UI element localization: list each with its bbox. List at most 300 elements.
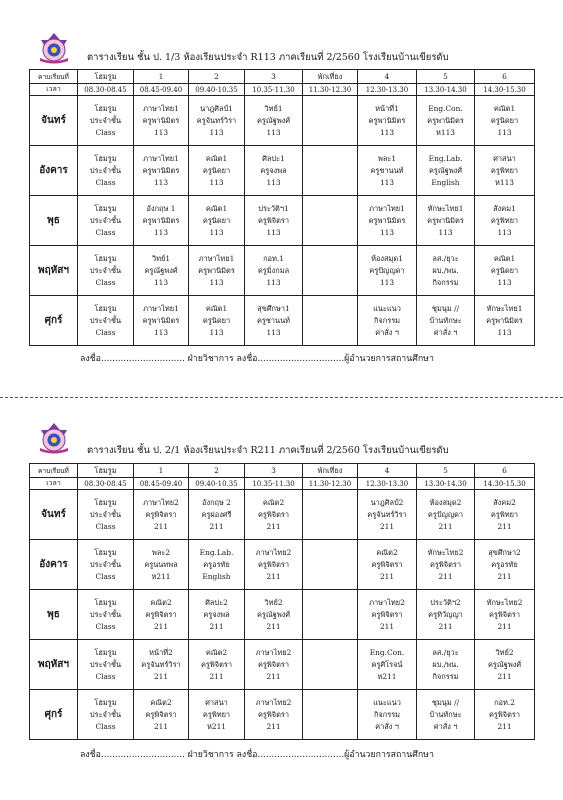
cell-line: สุขศึกษา2	[488, 547, 521, 557]
cell-line: ครูพานิมิตร	[486, 315, 523, 325]
school-logo	[34, 421, 74, 455]
cell-line: 211	[266, 521, 281, 531]
cell-line: ครูพานิมิตร	[198, 265, 235, 275]
cell-line: ครูจงพล	[260, 165, 287, 175]
cell-line: 113	[209, 127, 224, 137]
period-header: 3	[245, 70, 303, 84]
cell-line: 211	[209, 521, 224, 531]
day-name: อังคาร	[30, 540, 78, 590]
class-cell	[475, 296, 535, 346]
cell-line: 211	[497, 621, 512, 631]
cell-line: ประจำชั้น	[89, 265, 122, 275]
class-cell	[134, 96, 189, 146]
cell-line: ศาสนา	[205, 697, 228, 707]
period-header: 2	[189, 70, 245, 84]
cell-line: ประจำชั้น	[89, 315, 122, 325]
class-cell	[417, 540, 475, 590]
page-divider	[0, 397, 563, 398]
class-cell	[78, 296, 134, 346]
cell-line: ครูพิจิตรา	[429, 559, 462, 569]
cell-line: ครูณัฐพงศ์	[487, 659, 522, 669]
cell-line: ภาษาไทย2	[255, 647, 292, 657]
cell-line: คณิต1	[205, 303, 228, 313]
lunch-cell	[303, 490, 358, 540]
class-cell	[417, 246, 475, 296]
cell-line: 211	[153, 721, 169, 731]
class-cell	[134, 246, 189, 296]
time-slot: 09.40-10.35	[189, 478, 245, 490]
cell-line: สังคม1	[493, 203, 516, 213]
class-cell	[134, 196, 189, 246]
cell-line: ภาษาไทย2	[369, 597, 405, 607]
cell-line: กิจกรรม	[432, 277, 459, 287]
timetable-title: ตารางเรียน ชั้น ป. 2/1 ห้องเรียนประจำ R211 ภาคเรียนที่ 2/2560 โรงเรียนบ้านเขียรดับ	[87, 445, 449, 456]
cell-line: ครูจงพล	[203, 609, 230, 619]
cell-line: ลส./ยุวะ	[432, 253, 459, 263]
cell-line: ค่าสั่ง ฯ	[375, 721, 399, 731]
cell-line: 113	[266, 277, 281, 287]
cell-line: 211	[438, 621, 453, 631]
cell-line: ครูณัฐพงศ์	[144, 265, 178, 275]
class-cell	[358, 196, 417, 246]
cell-line: ภาษาไทย2	[255, 697, 292, 707]
cell-line: ประจำชั้น	[89, 215, 122, 225]
cell-line: วิทย์2	[495, 647, 514, 657]
cell-line: ครูพิจิตรา	[488, 609, 521, 619]
cell-line: ประจำชั้น	[89, 609, 122, 619]
cell-line: 113	[266, 227, 281, 237]
cell-line: ห211	[377, 671, 397, 681]
cell-line: โฮมรูม	[94, 497, 117, 507]
signature-line: ลงชื่อ.............................. ฝ่ายวิชาการ ลงชื่อ...............................ผู้อำนวยการสถานศึกษา	[80, 354, 434, 364]
cell-line: Class	[95, 127, 116, 137]
day-row	[30, 590, 535, 640]
cell-line: ครูณัฐพงศ์	[256, 115, 291, 125]
cell-line: คณิต2	[205, 647, 228, 657]
cell-line: ครูพิจิตรา	[145, 509, 177, 519]
cell-line: ประจำชั้น	[89, 115, 122, 125]
time-slot: 08.30-08.45	[78, 84, 134, 96]
class-cell	[245, 490, 303, 540]
cell-line: ห113	[436, 127, 455, 137]
cell-line: แนะแนว	[373, 697, 401, 707]
cell-line: ครูณัฐพงศ์	[256, 609, 291, 619]
day-row	[30, 640, 535, 690]
day-name: ศุกร์	[30, 690, 78, 740]
lunch-cell	[303, 690, 358, 740]
school-logo	[34, 31, 74, 65]
class-cell	[189, 246, 245, 296]
cell-line: Class	[95, 621, 116, 631]
class-cell	[417, 490, 475, 540]
cell-line: หน้าที่2	[149, 647, 173, 657]
cell-line: ผบ./พน.	[432, 659, 459, 669]
cell-line: ลส./ยุวะ	[432, 647, 459, 657]
lunch-cell	[303, 196, 358, 246]
day-name: อังคาร	[30, 146, 78, 196]
cell-line: Class	[95, 671, 116, 681]
cell-line: โฮมรูม	[94, 253, 117, 263]
time-slot: 13.30-14.30	[417, 478, 475, 490]
cell-line: 211	[266, 621, 281, 631]
cell-line: 211	[153, 521, 169, 531]
period-header: 3	[245, 464, 303, 478]
cell-line: English	[202, 571, 231, 581]
class-cell	[78, 96, 134, 146]
time-slot: 12.30-13.30	[358, 84, 417, 96]
cell-line: ภาษาไทย1	[143, 303, 179, 313]
cell-line: ภาษาไทย2	[255, 547, 292, 557]
cell-line: 211	[379, 621, 395, 631]
time-slot: 13.30-14.30	[417, 84, 475, 96]
cell-line: ครูพิจิตรา	[488, 709, 521, 719]
day-name: พฤหัสฯ	[30, 640, 78, 690]
lunch-cell	[303, 96, 358, 146]
class-cell	[134, 490, 189, 540]
cell-line: 113	[379, 177, 395, 187]
cell-line: 211	[266, 721, 281, 731]
class-cell	[189, 96, 245, 146]
class-cell	[78, 590, 134, 640]
period-header-label: คาบเรียนที่	[30, 464, 78, 478]
cell-line: ประวัติฯ2	[430, 597, 461, 607]
cell-line: Eng.Con.	[369, 647, 405, 657]
cell-line: ค่าสั่ง ฯ	[433, 721, 458, 731]
class-cell	[475, 590, 535, 640]
class-cell	[358, 146, 417, 196]
lunch-cell	[303, 540, 358, 590]
cell-line: พละ1	[377, 153, 397, 163]
cell-line: ครูนิดยา	[490, 265, 519, 275]
cell-line: ครูพิทยา	[490, 165, 519, 175]
cell-line: ทักษะไทย2	[486, 597, 523, 607]
cell-line: ครูพิทยา	[202, 709, 231, 719]
cell-line: ครูปัญญดา	[427, 509, 464, 519]
cell-line: Eng.Con.	[428, 103, 463, 113]
cell-line: ครูณัฐพงศ์	[428, 165, 463, 175]
cell-line: ครูนิดยา	[202, 215, 231, 225]
class-cell	[417, 146, 475, 196]
cell-line: อังกฤษ 1	[146, 203, 176, 213]
cell-line: คณิต1	[205, 203, 228, 213]
cell-line: โฮมรูม	[94, 203, 117, 213]
day-name: พุธ	[30, 590, 78, 640]
cell-line: ครูพิทยา	[490, 215, 519, 225]
cell-line: Class	[95, 521, 116, 531]
class-cell	[245, 246, 303, 296]
cell-line: ชุมนุม //	[431, 303, 460, 313]
cell-line: สุขศึกษา1	[257, 303, 290, 313]
class-cell	[358, 540, 417, 590]
cell-line: ครูพิจิตรา	[200, 659, 233, 669]
cell-line: 211	[379, 521, 395, 531]
cell-line: 211	[209, 671, 224, 681]
day-name: จันทร์	[30, 96, 78, 146]
day-row	[30, 246, 535, 296]
cell-line: ศาสนา	[493, 153, 516, 163]
cell-line: ครูศิโรจน์	[371, 659, 403, 669]
cell-line: ภาษาไทย1	[198, 253, 235, 263]
cell-line: Class	[95, 327, 116, 337]
cell-line: ประจำชั้น	[89, 709, 122, 719]
class-cell	[245, 540, 303, 590]
day-row	[30, 296, 535, 346]
cell-line: ครูชานนท์	[370, 165, 404, 175]
cell-line: 113	[209, 327, 224, 337]
time-slot: 10.35-11.30	[245, 478, 303, 490]
cell-line: ประวัติฯ1	[258, 203, 289, 213]
class-cell	[245, 196, 303, 246]
cell-line: กอท.1	[263, 253, 284, 263]
class-cell	[245, 690, 303, 740]
cell-line: 113	[266, 127, 281, 137]
time-slot: 14.30-15.30	[475, 478, 535, 490]
cell-line: ประจำชั้น	[89, 659, 122, 669]
cell-line: ภาษาไทย1	[369, 203, 405, 213]
day-row	[30, 690, 535, 740]
cell-line: ผบ./พน.	[432, 265, 459, 275]
cell-line: ครูจันทร์วิรา	[367, 509, 407, 519]
cell-line: 113	[438, 227, 453, 237]
period-header: 5	[417, 70, 475, 84]
cell-line: 113	[153, 177, 169, 187]
timetable-grid	[29, 463, 535, 740]
cell-line: หน้าที่1	[375, 103, 399, 113]
cell-line: ประจำชั้น	[89, 165, 122, 175]
cell-line: 211	[153, 621, 169, 631]
day-row	[30, 490, 535, 540]
cell-line: ครูพานิมิตร	[142, 165, 180, 175]
class-cell	[417, 640, 475, 690]
cell-line: 113	[266, 177, 281, 187]
period-header: โฮมรูม	[78, 464, 134, 478]
time-slot: 10.35-11.30	[245, 84, 303, 96]
class-cell	[189, 540, 245, 590]
class-cell	[245, 146, 303, 196]
cell-line: สังคม2	[493, 497, 516, 507]
cell-line: ภาษาไทย1	[143, 103, 179, 113]
cell-line: Class	[95, 721, 116, 731]
class-cell	[189, 296, 245, 346]
class-cell	[78, 540, 134, 590]
class-cell	[475, 146, 535, 196]
cell-line: 113	[209, 227, 224, 237]
cell-line: ห211	[151, 571, 171, 581]
cell-line: 113	[209, 177, 224, 187]
cell-line: ครูพิจิตรา	[371, 609, 403, 619]
period-header: พักเที่ยง	[303, 70, 358, 84]
cell-line: 211	[379, 571, 395, 581]
class-cell	[475, 540, 535, 590]
cell-line: ครูนิดยา	[202, 165, 231, 175]
day-name: จันทร์	[30, 490, 78, 540]
cell-line: ครูนิดยา	[202, 315, 231, 325]
period-header: พักเที่ยง	[303, 464, 358, 478]
cell-line: ห113	[495, 177, 514, 187]
class-cell	[134, 296, 189, 346]
cell-line: นาฎศิลป์1	[200, 103, 233, 113]
cell-line: ชุมนุม //	[431, 697, 460, 707]
cell-line: อังกฤษ 2	[202, 497, 231, 507]
cell-line: ทักษะไทย1	[486, 303, 523, 313]
cell-line: คณิต1	[205, 153, 228, 163]
cell-line: โฮมรูม	[94, 303, 117, 313]
class-cell	[358, 246, 417, 296]
period-header: 1	[134, 464, 189, 478]
time-slot: 08.45-09.40	[134, 478, 189, 490]
period-header: โฮมรูม	[78, 70, 134, 84]
cell-line: 113	[266, 327, 281, 337]
cell-line: ครูพิจิตรา	[145, 709, 177, 719]
class-cell	[134, 146, 189, 196]
cell-line: คณิต1	[493, 253, 516, 263]
class-cell	[78, 690, 134, 740]
timetable-body	[30, 96, 535, 346]
cell-line: บ้านทักษะ	[429, 315, 462, 325]
lunch-cell	[303, 146, 358, 196]
cell-line: ครูพานิมิตร	[368, 115, 406, 125]
class-cell	[134, 590, 189, 640]
cell-line: ครูพิทยา	[490, 509, 519, 519]
time-slot: 11.30-12.30	[303, 478, 358, 490]
cell-line: 113	[209, 277, 224, 287]
cell-line: คณิต2	[150, 697, 172, 707]
cell-line: พละ2	[151, 547, 171, 557]
cell-line: ประจำชั้น	[89, 509, 122, 519]
day-name: พฤหัสฯ	[30, 246, 78, 296]
cell-line: กิจกรรม	[373, 315, 401, 325]
cell-line: ครูพิจิตรา	[257, 559, 290, 569]
cell-line: ทักษะไทย1	[427, 203, 464, 213]
cell-line: ครูจันทร์วิรา	[141, 659, 181, 669]
cell-line: ห211	[207, 721, 226, 731]
cell-line: โฮมรูม	[94, 697, 117, 707]
cell-line: 211	[497, 721, 512, 731]
cell-line: 113	[497, 227, 512, 237]
cell-line: วิทย์2	[264, 597, 283, 607]
cell-line: English	[431, 177, 460, 187]
class-cell	[475, 690, 535, 740]
cell-line: ครูพานิมิตร	[427, 115, 464, 125]
class-cell	[78, 490, 134, 540]
cell-line: Class	[95, 177, 116, 187]
cell-line: ครูพิจิตรา	[257, 709, 290, 719]
class-cell	[417, 296, 475, 346]
cell-line: ครูพานิมิตร	[427, 215, 464, 225]
cell-line: 113	[497, 127, 512, 137]
cell-line: ครูพิจิตรา	[257, 215, 290, 225]
cell-line: โฮมรูม	[94, 103, 117, 113]
cell-line: 211	[497, 571, 512, 581]
cell-line: 113	[497, 277, 512, 287]
time-slot: 12.30-13.30	[358, 478, 417, 490]
cell-line: 113	[497, 327, 512, 337]
timetable-body	[30, 490, 535, 740]
class-cell	[245, 96, 303, 146]
cell-line: กิจกรรม	[432, 671, 459, 681]
class-cell	[358, 296, 417, 346]
class-cell	[358, 690, 417, 740]
day-row	[30, 96, 535, 146]
cell-line: ครูพานิมิตร	[142, 115, 180, 125]
cell-line: ครูผ่องศรี	[201, 509, 232, 519]
cell-line: ครูจันทร์วิรา	[196, 115, 237, 125]
class-cell	[417, 690, 475, 740]
class-cell	[358, 590, 417, 640]
time-slot: 08.30-08.45	[78, 478, 134, 490]
cell-line: ค่าสั่ง ฯ	[375, 327, 399, 337]
cell-line: ครูปัญญดา	[369, 265, 405, 275]
cell-line: ครูพานิมิตร	[368, 215, 406, 225]
cell-line: ครูทิวัญญา	[428, 609, 463, 619]
cell-line: บ้านทักษะ	[429, 709, 462, 719]
time-slot: 14.30-15.30	[475, 84, 535, 96]
class-cell	[134, 690, 189, 740]
class-cell	[78, 196, 134, 246]
cell-line: วิทย์1	[264, 103, 283, 113]
cell-line: 211	[266, 571, 281, 581]
cell-line: คณิต2	[150, 597, 172, 607]
cell-line: ครูพานิมิตร	[142, 215, 180, 225]
period-header: 5	[417, 464, 475, 478]
class-cell	[189, 196, 245, 246]
time-row-label: เวลา	[30, 84, 78, 96]
class-cell	[189, 640, 245, 690]
cell-line: คณิต1	[493, 103, 516, 113]
class-cell	[475, 640, 535, 690]
timetable-grid	[29, 69, 535, 346]
cell-line: นาฎศิลป์2	[370, 497, 404, 507]
class-cell	[245, 640, 303, 690]
lunch-cell	[303, 590, 358, 640]
cell-line: โฮมรูม	[94, 597, 117, 607]
cell-line: โฮมรูม	[94, 647, 117, 657]
cell-line: ศิลปะ2	[205, 597, 228, 607]
cell-line: 211	[266, 671, 281, 681]
signature-line: ลงชื่อ.............................. ฝ่ายวิชาการ ลงชื่อ...............................ผู้อำนวยการสถานศึกษา	[80, 750, 434, 760]
cell-line: 211	[209, 621, 224, 631]
cell-line: ครูพานิมิตร	[142, 315, 180, 325]
cell-line: 211	[497, 521, 512, 531]
cell-line: ครูพิจิตรา	[257, 659, 290, 669]
cell-line: 113	[379, 127, 395, 137]
lunch-cell	[303, 640, 358, 690]
cell-line: Class	[95, 571, 116, 581]
class-cell	[417, 196, 475, 246]
day-row	[30, 540, 535, 590]
cell-line: Class	[95, 277, 116, 287]
cell-line: ห้องสมุด2	[429, 497, 462, 507]
day-name: ศุกร์	[30, 296, 78, 346]
class-cell	[78, 246, 134, 296]
cell-line: Eng.Lab.	[199, 547, 234, 557]
lunch-cell	[303, 296, 358, 346]
cell-line: 113	[379, 277, 395, 287]
cell-line: 113	[153, 227, 169, 237]
class-cell	[417, 96, 475, 146]
cell-line: 113	[153, 127, 169, 137]
cell-line: 113	[153, 277, 169, 287]
cell-line: ครูชานนท์	[256, 315, 291, 325]
cell-line: ครูพิจิตรา	[145, 609, 177, 619]
cell-line: ค่าสั่ง ฯ	[433, 327, 458, 337]
lunch-cell	[303, 246, 358, 296]
class-cell	[358, 490, 417, 540]
class-cell	[475, 196, 535, 246]
cell-line: ภาษาไทย1	[143, 153, 179, 163]
cell-line: ครูอรทัย	[491, 559, 518, 569]
class-cell	[189, 590, 245, 640]
